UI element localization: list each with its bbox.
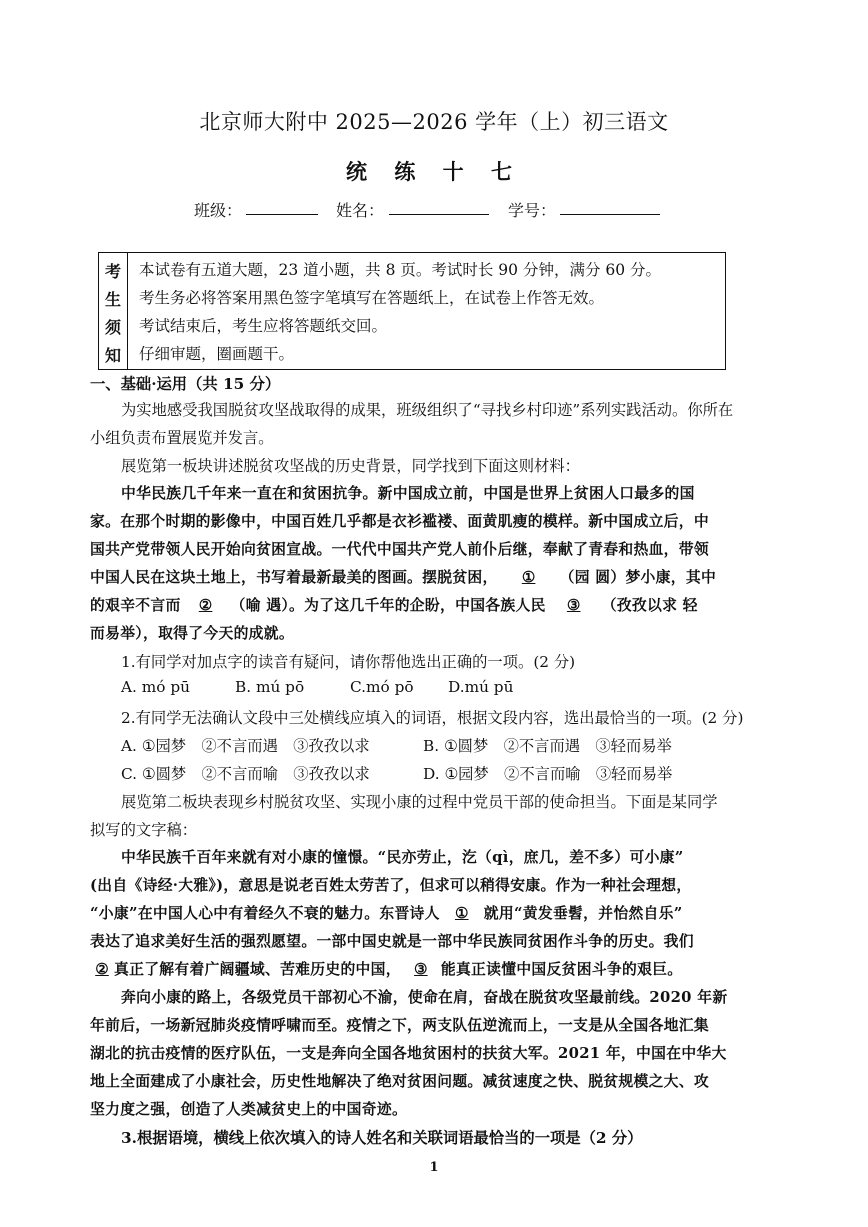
material2-line: [90, 958, 682, 979]
question-1-stem: 1.有同学对加点字的读音有疑问，请你帮他选出正确的一项。(2 分): [121, 653, 576, 671]
material1-line: 国共产党带领人民开始向贫困宣战。一代代中国共产党人前仆后继，奉献了青春和热血，带领: [90, 541, 709, 558]
notice-head-char: 生: [105, 290, 122, 309]
notice-head-char: 须: [105, 318, 122, 337]
board2-intro: 展览第二板块表现乡村脱贫攻坚、实现小康的过程中党员干部的使命担当。下面是某同学: [121, 793, 718, 811]
class-blank[interactable]: [246, 198, 318, 215]
material1-line: [90, 566, 716, 587]
blank-2[interactable]: ②: [198, 597, 213, 614]
section-heading: 一、基础·运用（共 15 分）: [90, 375, 281, 393]
board2-intro: 拟写的文字稿：: [90, 821, 198, 839]
notice-heading: [99, 253, 128, 369]
board1-intro: 展览第一板块讲述脱贫攻坚战的历史背景，同学找到下面这则材料：: [121, 457, 580, 475]
q1-option-b[interactable]: B. mú pō: [235, 678, 305, 696]
material2-line: 湖北的抗击疫情的医疗队伍，一支是奔向全国各地贫困村的扶贫大军。2021 年，中国在中华大: [90, 1045, 727, 1062]
exam-subtitle: 统 练 十 七: [346, 159, 522, 184]
name-blank[interactable]: [389, 198, 489, 215]
material2-text: 表达了追求美好生活的强烈愿望。一部中国史就是一部中华民族同贫困作斗争的历史。我们: [90, 933, 694, 950]
notice-head-char: 知: [105, 346, 122, 365]
name-label: 姓名：: [336, 201, 385, 220]
intro-text: 为实地感受我国脱贫攻坚战取得的成果，班级组织了“寻找乡村印迹”系列实践活动。你所在: [121, 401, 734, 419]
q2-option-c[interactable]: C. ①圆梦 ②不言而喻 ③孜孜以求: [121, 765, 370, 783]
q1-option-c[interactable]: C.mó pō: [350, 678, 414, 696]
notice-item: 考生务必将答案用黑色签字笔填写在答题纸上，在试卷上作答无效。: [139, 289, 605, 307]
id-label: 学号：: [508, 201, 557, 220]
material2-line: 地上全面建成了小康社会，历史性地解决了绝对贫困问题。减贫速度之快、脱贫规模之大、攻: [90, 1073, 709, 1090]
material2-text: 真正了解有着广阔疆域、苦难历史的中国，: [114, 961, 401, 978]
blank-conj-2[interactable]: ③: [414, 961, 428, 978]
material2-line: 坚力度之强，创造了人类减贫史上的中国奇迹。: [90, 1101, 408, 1118]
page-number: 1: [429, 1160, 439, 1175]
q1-option-d[interactable]: D.mú pū: [448, 678, 514, 696]
blank-poet[interactable]: ①: [454, 905, 469, 922]
material1-line: 家。在那个时期的影像中，中国百姓几乎都是衣衫褴褛、面黄肌瘦的模样。新中国成立后，中: [90, 513, 709, 530]
material1-text: （喻 遇）。为了这几千年的企盼，中国各族人民: [230, 597, 546, 614]
blank-3[interactable]: ③: [566, 597, 581, 614]
q1-option-a[interactable]: A. mó pū: [121, 678, 190, 696]
intro-text: 小组负责布置展览并发言。: [90, 429, 274, 447]
q2-option-a[interactable]: A. ①园梦 ②不言而遇 ③孜孜以求: [121, 737, 370, 755]
material2-line: 奔向小康的路上，各级党员干部初心不渝，使命在肩，奋战在脱贫攻坚最前线。2020 年新: [121, 989, 728, 1006]
q2-option-b[interactable]: B. ①圆梦 ②不言而遇 ③轻而易举: [423, 737, 672, 755]
material1-line: 中华民族几千年来一直在和贫困抗争。新中国成立前，中国是世界上贫困人口最多的国: [121, 485, 695, 502]
material1-text: 中国人民在这块土地上，书写着最新最美的图画。摆脱贫困，: [90, 569, 498, 586]
exam-title: 北京师大附中 2025—2026 学年（上）初三语文: [199, 110, 669, 134]
id-blank[interactable]: [560, 198, 660, 215]
material2-text: 能真正读懂中国反贫困斗争的艰巨。: [440, 961, 683, 978]
material1-text: 的艰辛不言而: [90, 597, 181, 614]
material2-text: “小康”在中国人心中有着经久不衰的魅力。东晋诗人: [90, 905, 440, 922]
material2-line: 年前后，一场新冠肺炎疫情呼啸而至。疫情之下，两支队伍逆流而上，一支是从全国各地汇集: [90, 1017, 709, 1034]
blank-conj-1[interactable]: ②: [95, 961, 109, 978]
material1-line: 而易举），取得了今天的成就。: [90, 625, 294, 642]
notice-item: 仔细审题，圈画题干。: [139, 345, 295, 363]
material2-line: (出自《诗经·大雅》)，意思是说老百姓太劳苦了，但求可以稍得安康。作为一种社会理想，: [90, 877, 692, 894]
notice-item: 考试结束后，考生应将答题纸交回。: [139, 317, 388, 335]
question-2-stem: 2.有同学无法确认文段中三处横线应填入的词语，根据文段内容，选出最恰当的一项。(2 分): [121, 709, 744, 727]
material2-line: [90, 930, 706, 951]
material1-text: （园 圆）梦小康，其中: [559, 569, 717, 586]
notice-head-char: 考: [105, 262, 122, 281]
q2-option-d[interactable]: D. ①园梦 ②不言而喻 ③轻而易举: [423, 765, 673, 783]
notice-item: 本试卷有五道大题，23 道小题，共 8 页。考试时长 90 分钟，满分 60 分。: [139, 261, 662, 279]
material2-line: [90, 902, 683, 923]
material1-line: [90, 594, 698, 615]
class-label: 班级：: [194, 201, 243, 220]
exam-notice-box: [98, 252, 726, 370]
blank-1[interactable]: ①: [521, 569, 536, 586]
material2-line: 中华民族千百年来就有对小康的憧憬。“民亦劳止，汔（qì，庶几，差不多）可小康”: [121, 849, 684, 866]
question-3-stem: 3.根据语境，横线上依次填入的诗人姓名和关联词语最恰当的一项是（2 分）: [121, 1129, 643, 1147]
material1-text: （孜孜以求 轻: [601, 597, 698, 614]
material2-text: 就用“黄发垂髫，并怡然自乐”: [483, 905, 683, 922]
